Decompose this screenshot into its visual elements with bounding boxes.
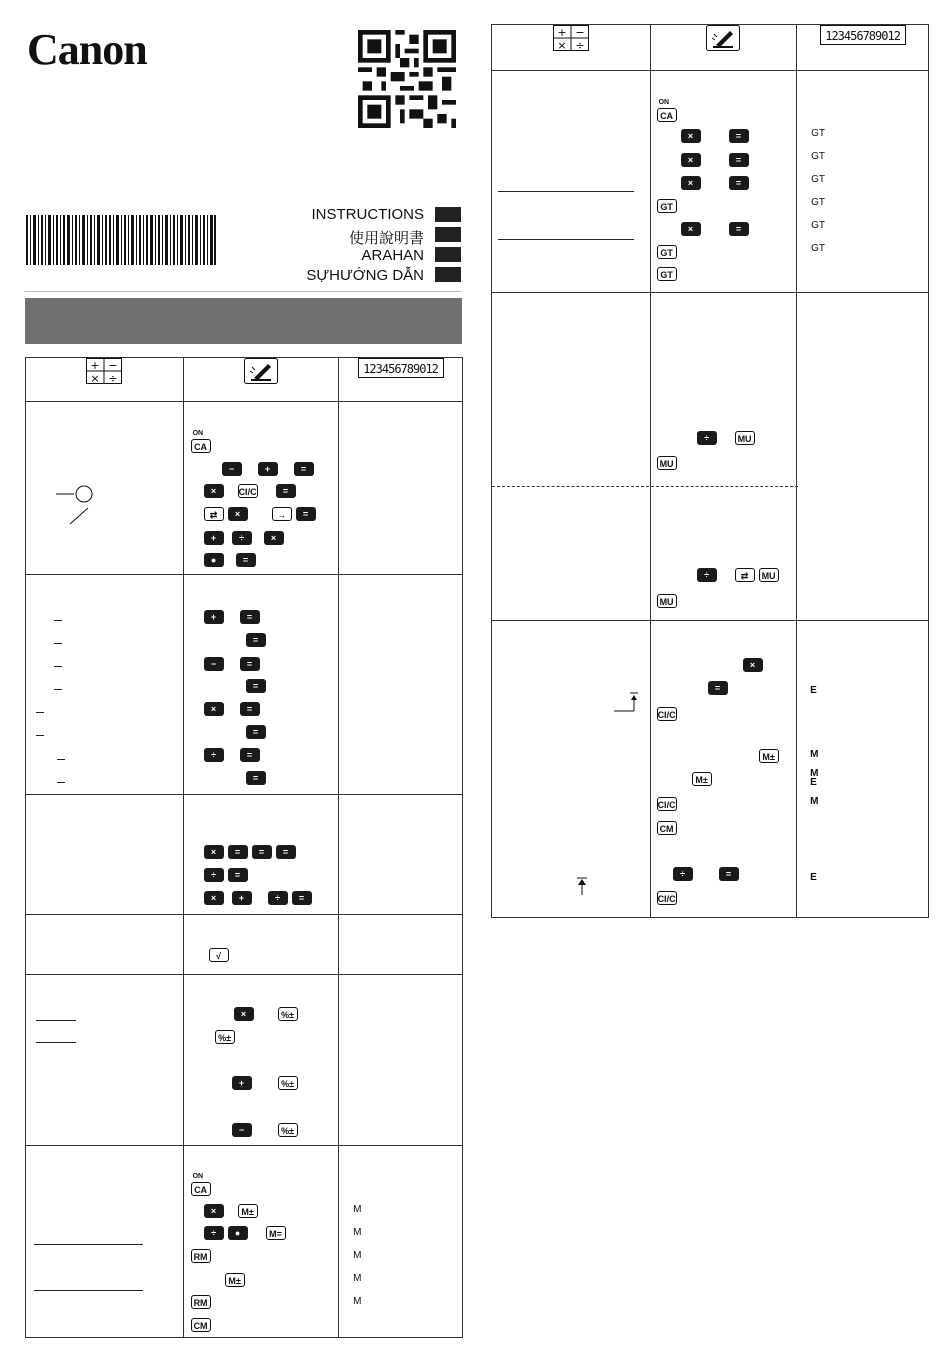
percent-key[interactable]: %± xyxy=(278,1076,298,1090)
barcode-icon xyxy=(26,215,216,265)
ca-key[interactable]: CA xyxy=(191,439,211,453)
mu-key[interactable]: MU xyxy=(657,594,677,608)
times-key[interactable]: × xyxy=(204,845,224,859)
dot-key[interactable]: ● xyxy=(228,1226,248,1240)
equals-key[interactable]: = xyxy=(228,845,248,859)
memory-indicator: M xyxy=(810,749,819,760)
divide-key[interactable]: ÷ xyxy=(232,531,252,545)
plus-key[interactable]: + xyxy=(232,1076,252,1090)
percent-key[interactable]: %± xyxy=(278,1123,298,1137)
cm-key[interactable]: CM xyxy=(657,821,677,835)
times-key[interactable]: × xyxy=(681,129,701,143)
gt-indicator: GT xyxy=(811,220,826,231)
svg-text:−: − xyxy=(575,26,585,39)
equals-key[interactable]: = xyxy=(719,867,739,881)
cic-key[interactable]: CI/C xyxy=(238,484,258,498)
gt-indicator: GT xyxy=(811,128,826,139)
mu-key[interactable]: MU xyxy=(759,568,779,582)
memory-indicator: M xyxy=(353,1227,362,1238)
memory-indicator: M xyxy=(353,1273,362,1284)
section-banner xyxy=(25,298,462,344)
gt-indicator: GT xyxy=(811,197,826,208)
swap-key-icon[interactable]: ⇄ xyxy=(204,507,224,521)
equals-key[interactable]: = xyxy=(708,681,728,695)
mminus-key[interactable]: M= xyxy=(266,1226,286,1240)
rm-key[interactable]: RM xyxy=(191,1249,211,1263)
equals-key[interactable]: = xyxy=(276,484,296,498)
equals-key[interactable]: = xyxy=(729,153,749,167)
cm-key[interactable]: CM xyxy=(191,1318,211,1332)
qr-code-icon xyxy=(358,30,456,128)
memory-indicator: M xyxy=(353,1296,362,1307)
equals-key[interactable]: = xyxy=(292,891,312,905)
memory-flash: M xyxy=(810,768,819,779)
memory-indicator: M xyxy=(810,796,819,807)
equals-key[interactable]: = xyxy=(246,633,266,647)
dot-key[interactable]: ● xyxy=(204,553,224,567)
swap-key-icon[interactable]: ⇄ xyxy=(735,568,755,582)
memory-indicator: M xyxy=(353,1204,362,1215)
gt-indicator: GT xyxy=(811,151,826,162)
minus-key[interactable]: − xyxy=(204,657,224,671)
mu-key[interactable]: MU xyxy=(735,431,755,445)
gt-indicator: GT xyxy=(811,174,826,185)
gt-key[interactable]: GT xyxy=(657,199,677,213)
svg-text:×: × xyxy=(557,39,567,51)
mplus-key[interactable]: M± xyxy=(759,749,779,763)
sqrt-key[interactable]: √ xyxy=(209,948,229,962)
minus-key[interactable]: − xyxy=(222,462,242,476)
on-label: ON xyxy=(192,430,204,437)
canon-logo: Canon xyxy=(27,25,147,74)
divide-key[interactable]: ÷ xyxy=(697,431,717,445)
cic-key[interactable]: CI/C xyxy=(657,707,677,721)
equals-key[interactable]: = xyxy=(246,725,266,739)
percent-key[interactable]: %± xyxy=(215,1030,235,1044)
equals-key[interactable]: = xyxy=(246,679,266,693)
divide-key[interactable]: ÷ xyxy=(204,748,224,762)
times-key[interactable]: × xyxy=(228,507,248,521)
equals-key[interactable]: = xyxy=(729,222,749,236)
equals-key[interactable]: = xyxy=(240,748,260,762)
mplus-key[interactable]: M± xyxy=(692,772,712,786)
svg-text:÷: ÷ xyxy=(575,39,585,51)
mu-key[interactable]: MU xyxy=(657,456,677,470)
error-indicator: E xyxy=(810,685,817,696)
divide-key[interactable]: ÷ xyxy=(204,1226,224,1240)
gt-key[interactable]: GT xyxy=(657,267,677,281)
overflow-arrow-icon xyxy=(576,877,588,897)
rm-key[interactable]: RM xyxy=(191,1295,211,1309)
gt-key[interactable]: GT xyxy=(657,245,677,259)
svg-text:÷: ÷ xyxy=(108,372,118,384)
times-key[interactable]: × xyxy=(204,484,224,498)
lang-chinese: 使用說明書 xyxy=(348,230,424,247)
formula-diagram xyxy=(50,482,120,527)
equals-key[interactable]: = xyxy=(729,129,749,143)
plus-key[interactable]: + xyxy=(204,531,224,545)
mplus-key[interactable]: M± xyxy=(225,1273,245,1287)
lang-marker xyxy=(435,267,461,282)
lang-marker xyxy=(435,207,461,222)
equals-key[interactable]: = xyxy=(296,507,316,521)
memory-indicator: M xyxy=(353,1250,362,1261)
right-table xyxy=(491,24,929,918)
times-key[interactable]: × xyxy=(234,1007,254,1021)
on-label: ON xyxy=(192,1173,204,1180)
plus-key[interactable]: + xyxy=(204,610,224,624)
times-key[interactable]: × xyxy=(681,176,701,190)
divide-key[interactable]: ÷ xyxy=(204,868,224,882)
equals-key[interactable]: = xyxy=(246,771,266,785)
times-key[interactable]: × xyxy=(681,153,701,167)
equals-key[interactable]: = xyxy=(240,610,260,624)
plus-key[interactable]: + xyxy=(258,462,278,476)
times-key[interactable]: × xyxy=(743,658,763,672)
times-key[interactable]: × xyxy=(681,222,701,236)
plus-key[interactable]: + xyxy=(232,891,252,905)
times-key[interactable]: × xyxy=(204,702,224,716)
calculator-icon xyxy=(86,358,122,384)
arrow-key-icon[interactable]: → xyxy=(272,507,292,521)
lang-instructions: INSTRUCTIONS xyxy=(311,206,424,223)
times-key[interactable]: × xyxy=(204,1204,224,1218)
equals-key[interactable]: = xyxy=(240,702,260,716)
equals-key[interactable]: = xyxy=(240,657,260,671)
equals-key[interactable]: = xyxy=(294,462,314,476)
keystroke-icon xyxy=(244,358,278,384)
equals-key[interactable]: = xyxy=(228,868,248,882)
percent-key[interactable]: %± xyxy=(278,1007,298,1021)
display-icon: 123456789012 xyxy=(358,358,444,378)
equals-key[interactable]: = xyxy=(236,553,256,567)
divide-key[interactable]: ÷ xyxy=(697,568,717,582)
gt-indicator: GT xyxy=(811,243,826,254)
equals-key[interactable]: = xyxy=(252,845,272,859)
divide-key[interactable]: ÷ xyxy=(268,891,288,905)
svg-text:−: − xyxy=(108,359,118,372)
divide-key[interactable]: ÷ xyxy=(673,867,693,881)
mplus-key[interactable]: M± xyxy=(238,1204,258,1218)
svg-text:+: + xyxy=(90,359,100,372)
error-flash: E xyxy=(810,777,817,788)
overflow-arrow-icon xyxy=(614,691,638,713)
cic-key[interactable]: CI/C xyxy=(657,797,677,811)
left-table xyxy=(25,357,463,1338)
lang-vietnamese: SỰHƯỚNG DẪN xyxy=(306,267,424,284)
times-key[interactable]: × xyxy=(204,891,224,905)
lang-marker xyxy=(435,227,461,242)
equals-key[interactable]: = xyxy=(729,176,749,190)
display-icon: 123456789012 xyxy=(820,25,906,45)
svg-text:×: × xyxy=(90,372,100,384)
calculator-icon xyxy=(553,25,589,51)
times-key[interactable]: × xyxy=(264,531,284,545)
minus-key[interactable]: − xyxy=(232,1123,252,1137)
cic-key[interactable]: CI/C xyxy=(657,891,677,905)
ca-key[interactable]: CA xyxy=(657,108,677,122)
on-label: ON xyxy=(658,99,670,106)
error-indicator: E xyxy=(810,872,817,883)
keystroke-icon xyxy=(706,25,740,51)
lang-arahan: ARAHAN xyxy=(361,247,424,264)
divider xyxy=(25,291,462,292)
svg-text:+: + xyxy=(557,26,567,39)
ca-key[interactable]: CA xyxy=(191,1182,211,1196)
memory-error-indicator xyxy=(810,769,818,787)
equals-key[interactable]: = xyxy=(276,845,296,859)
lang-marker xyxy=(435,247,461,262)
